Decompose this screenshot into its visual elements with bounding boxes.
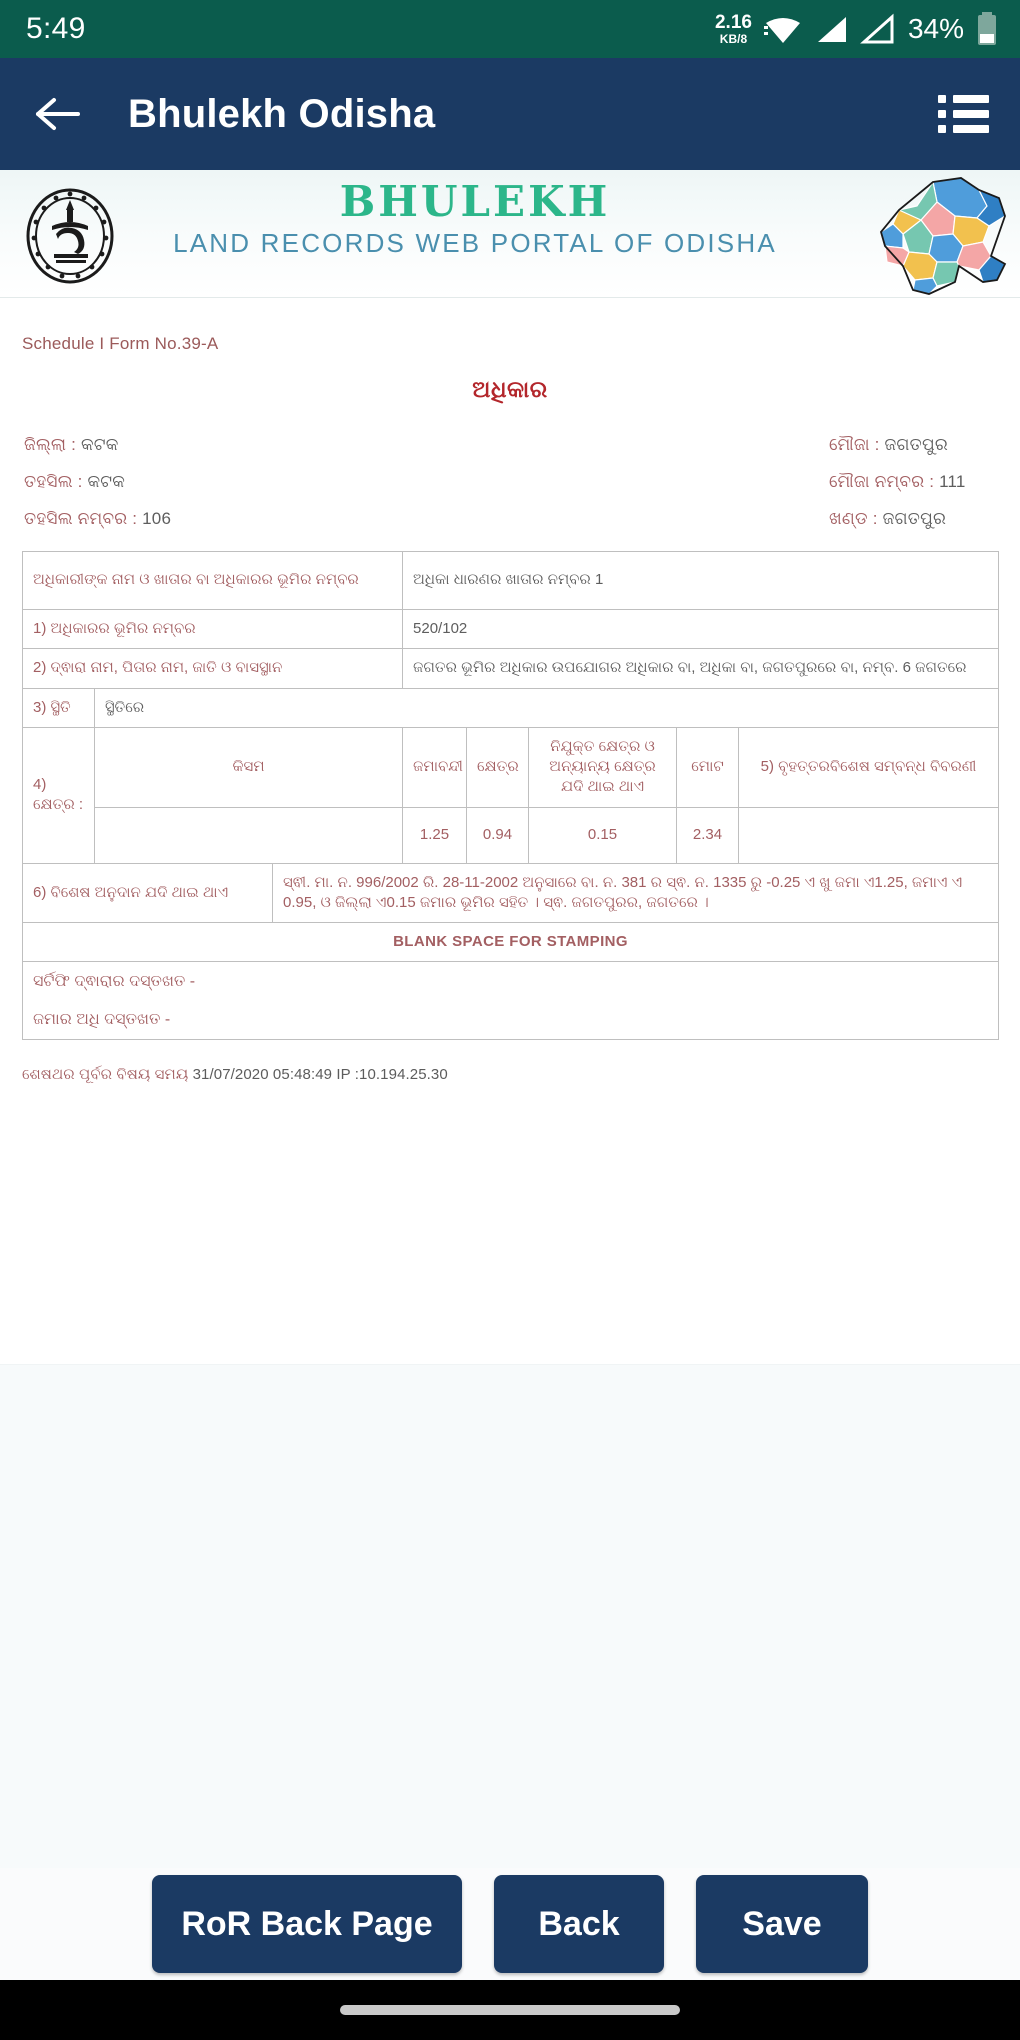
status-icons bbox=[715, 12, 998, 46]
signal-icon bbox=[814, 13, 848, 45]
area-value: 0.94 bbox=[467, 807, 529, 863]
meta-item: ଖଣ୍ଡ : ଜଗତପୁର bbox=[829, 509, 947, 528]
back-button[interactable]: Back bbox=[494, 1875, 664, 1973]
remarks-row bbox=[23, 863, 999, 923]
area-value bbox=[739, 807, 999, 863]
battery-icon bbox=[976, 12, 998, 46]
row-value: ସ୍ଥିତିରେ bbox=[95, 688, 999, 727]
ror-table bbox=[22, 551, 999, 1040]
document-meta bbox=[22, 435, 998, 529]
wifi-icon bbox=[764, 13, 802, 45]
area-column-header: ମୋଟ bbox=[677, 727, 739, 807]
meta-value: ଜଗତପୁର bbox=[884, 435, 949, 454]
site-banner bbox=[0, 170, 1020, 298]
table-row bbox=[23, 649, 999, 688]
meta-item: ତହସିଲ : କଟକ bbox=[24, 472, 126, 491]
data-rate-value: 2.16 bbox=[714, 12, 752, 33]
row-label: 3) ସ୍ଥିତି bbox=[23, 688, 95, 727]
remarks-value: ସ୍ଵୀ. ମା. ନ. 996/2002 ରି. 28-11-2002 ଅନୁସାରେ ବା. ନ. 381 ର ସ୍ଵ. ନ. 1335 ରୁ -0.25 ଏ ଖୁ ଜମା ଏ1.25, ଜମାଏ ଏ 0.95, ଓ ଜିଲ୍ଲା ଏ0.15 ଜମାର ଭୂମିର ସହିତ । ସ୍ଵ. ଜଗତପୁରର, ଜଗତରେ । bbox=[273, 863, 999, 923]
footer-value: 31/07/2020 05:48:49 IP :10.194.25.30 bbox=[192, 1066, 448, 1084]
stamp-row bbox=[23, 923, 999, 962]
area-value: 0.15 bbox=[529, 807, 677, 863]
row-label: 2) ଦ୍ଵାରା ନାମ, ପିତାର ନାମ, ଜାତି ଓ ବାସସ୍ଥାନ bbox=[23, 649, 403, 688]
signature-row bbox=[23, 962, 999, 1040]
battery-percent-label: 34% bbox=[907, 13, 964, 44]
schedule-label: Schedule I Form No.39-A bbox=[22, 334, 219, 353]
save-button[interactable]: Save bbox=[696, 1875, 868, 1973]
meta-value: ଜଗତପୁର bbox=[882, 509, 947, 528]
row-value: ଜଗତର ଭୂମିର ଅଧିକାର ଉପଯୋଗର ଅଧିକାର ବା, ଅଧିକା ବା, ଜଗତପୁରରେ ବା, ନମ୍ବ. 6 ଜଗତରେ bbox=[403, 649, 999, 688]
remarks-label: 6) ବିଶେଷ ଅନୁଦାନ ଯଦି ଥାଇ ଥାଏ bbox=[23, 863, 273, 923]
hamburger-menu-icon[interactable] bbox=[938, 86, 994, 142]
document-footer bbox=[22, 1066, 998, 1083]
signal-alt-icon bbox=[860, 13, 894, 45]
page-title: Bhulekh Odisha bbox=[128, 91, 436, 136]
signature-line: ଜମାର ଅଧି ଦସ୍ତଖତ - bbox=[33, 1010, 171, 1028]
data-rate-indicator bbox=[715, 13, 752, 45]
meta-item: ଜିଲ୍ଲା : କଟକ bbox=[24, 435, 119, 454]
meta-label: ତହସିଲ bbox=[24, 472, 73, 491]
area-column-header: ଜମାବନ୍ଦୀ bbox=[403, 727, 467, 807]
ror-document bbox=[0, 298, 1020, 1364]
odisha-state-map-icon bbox=[837, 176, 1012, 298]
area-column-header: ନିଯୁକ୍ତ କ୍ଷେତ୍ର ଓ ଅନ୍ୟାନ୍ୟ କ୍ଷେତ୍ର ଯଦି ଥାଇ ଥାଏ bbox=[529, 727, 677, 807]
footer-label: ଶେଷଥର ପୂର୍ବର ବିଷୟ ସମୟ bbox=[22, 1066, 189, 1084]
area-column-header: କିସମ bbox=[95, 727, 403, 807]
area-section-label: 4) କ୍ଷେତ୍ର : bbox=[23, 727, 95, 863]
document-scroll-area[interactable] bbox=[0, 298, 1020, 1896]
document-title: ଅଧିକାର bbox=[472, 376, 548, 402]
area-value bbox=[95, 807, 403, 863]
odisha-government-emblem-icon bbox=[22, 184, 118, 284]
system-navigation-bar bbox=[0, 1980, 1020, 2040]
meta-label: ମୌଜା ନମ୍ବର bbox=[829, 472, 925, 491]
status-bar bbox=[0, 0, 1020, 58]
meta-value: କଟକ bbox=[81, 435, 119, 454]
data-rate-unit: KB/8 bbox=[719, 32, 748, 46]
meta-value: 111 bbox=[939, 472, 966, 491]
meta-label: ଖଣ୍ଡ bbox=[829, 509, 868, 528]
area-value: 2.34 bbox=[677, 807, 739, 863]
row-label: ଅଧିକାରୀଙ୍କ ନାମ ଓ ଖାତାର ବା ଅଧିକାରର ଭୂମିର ନମ୍ବର bbox=[23, 552, 403, 610]
bhulekh-logo-text: BHULEKH bbox=[339, 177, 611, 226]
meta-label: ଜିଲ୍ଲା bbox=[24, 435, 67, 454]
table-row bbox=[23, 688, 999, 727]
meta-value: କଟକ bbox=[87, 472, 126, 491]
meta-item: ମୌଜା ନମ୍ବର : 111 bbox=[829, 472, 966, 491]
meta-item: ତହସିଲ ନମ୍ବର : 106 bbox=[24, 509, 172, 528]
bottom-action-bar bbox=[0, 1868, 1020, 1980]
document-empty-area bbox=[0, 1364, 1020, 1896]
table-row bbox=[23, 552, 999, 610]
row-value: ଅଧିକା ଧାରଣର ଖାତାର ନମ୍ବର 1 bbox=[403, 552, 999, 610]
app-bar bbox=[0, 58, 1020, 170]
area-column-header: କ୍ଷେତ୍ର bbox=[467, 727, 529, 807]
home-gesture-pill[interactable] bbox=[340, 2005, 680, 2015]
meta-label: ମୌଜା bbox=[829, 435, 870, 454]
banner-text-block bbox=[130, 177, 820, 259]
area-value: 1.25 bbox=[403, 807, 467, 863]
area-value-row bbox=[23, 807, 999, 863]
stamp-space-label: BLANK SPACE FOR STAMPING bbox=[23, 923, 999, 962]
signature-line: ସର୍ଟିଫି ଦ୍ଵାରାର ଦସ୍ତଖତ - bbox=[33, 973, 196, 991]
status-clock: 5:49 bbox=[26, 12, 86, 45]
row-label: 1) ଅଧିକାରର ଭୂମିର ନମ୍ବର bbox=[23, 610, 403, 649]
meta-item: ମୌଜା : ଜଗତପୁର bbox=[829, 435, 949, 454]
banner-tagline: LAND RECORDS WEB PORTAL OF ODISHA bbox=[173, 228, 777, 259]
ror-back-page-button[interactable]: RoR Back Page bbox=[152, 1875, 462, 1973]
meta-value: 106 bbox=[142, 509, 172, 528]
meta-label: ତହସିଲ ନମ୍ବର bbox=[24, 509, 128, 528]
area-header-row bbox=[23, 727, 999, 807]
area-column-header: 5) ବୃହତ୍ତରବିଶେଷ ସମ୍ବନ୍ଧ ବିବରଣୀ bbox=[739, 727, 999, 807]
back-arrow-icon[interactable] bbox=[30, 86, 86, 142]
table-row bbox=[23, 610, 999, 649]
row-value: 520/102 bbox=[403, 610, 999, 649]
